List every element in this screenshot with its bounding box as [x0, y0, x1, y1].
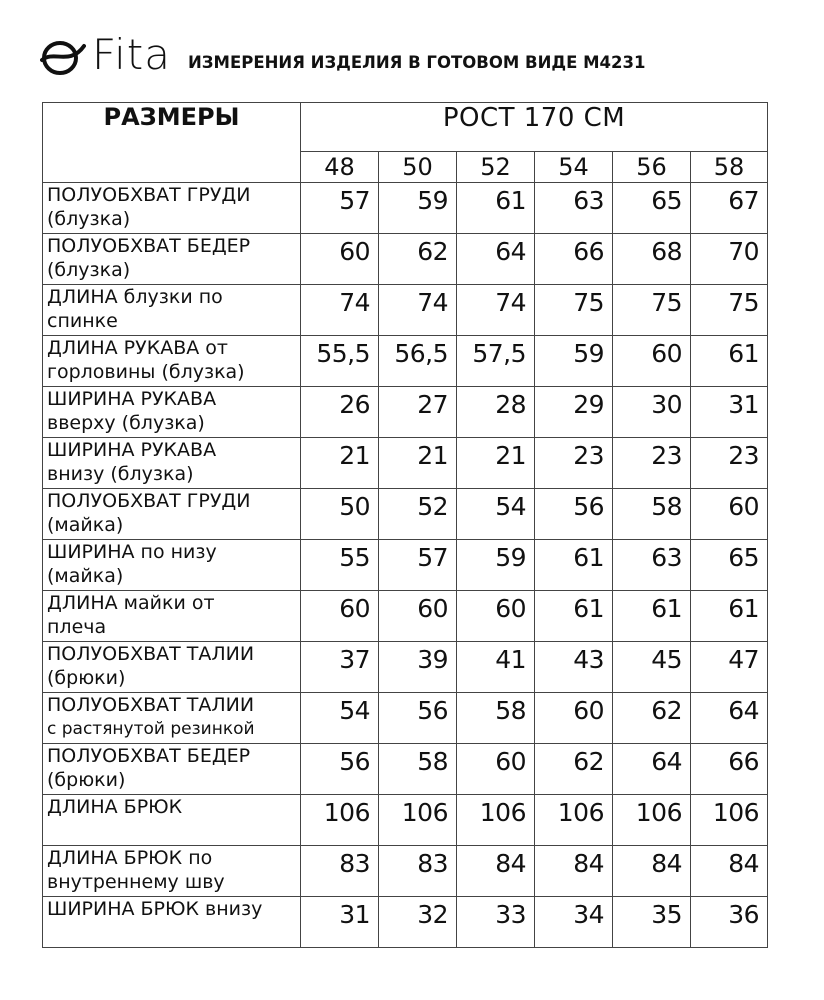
- measurement-value: 43: [535, 642, 613, 693]
- measurement-value: 39: [379, 642, 457, 693]
- table-row: [43, 387, 768, 438]
- height-header: РОСТ 170 СМ: [301, 103, 768, 152]
- measurement-value: 83: [301, 846, 379, 897]
- measurement-label: [43, 438, 301, 489]
- measurement-value: 75: [691, 285, 768, 336]
- measurement-value: 65: [691, 540, 768, 591]
- measurement-label-line1: ШИРИНА РУКАВА: [47, 439, 217, 461]
- table-row: [43, 642, 768, 693]
- table-row: [43, 540, 768, 591]
- measurement-value: 59: [379, 183, 457, 234]
- measurement-label-line2: (блузка): [47, 259, 131, 281]
- size-header-cell: 56: [613, 152, 691, 183]
- size-header-cell: 58: [691, 152, 768, 183]
- measurement-label-line1: ПОЛУОБХВАТ БЕДЕР: [47, 235, 251, 257]
- measurement-label: [43, 897, 301, 948]
- measurement-value: 106: [379, 795, 457, 846]
- table-row: [43, 744, 768, 795]
- brand-name: Fita: [92, 30, 171, 79]
- measurement-value: 56: [379, 693, 457, 744]
- measurement-value: 67: [691, 183, 768, 234]
- measurement-value: 58: [379, 744, 457, 795]
- measurement-value: 60: [691, 489, 768, 540]
- measurement-value: 74: [457, 285, 535, 336]
- measurement-label-line2: (майка): [47, 565, 124, 587]
- measurement-value: 61: [691, 591, 768, 642]
- measurement-value: 61: [457, 183, 535, 234]
- page-header: [40, 26, 800, 86]
- measurement-label: [43, 540, 301, 591]
- table-row: [43, 438, 768, 489]
- measurement-value: 29: [535, 387, 613, 438]
- measurement-value: 64: [457, 234, 535, 285]
- measurement-value: 34: [535, 897, 613, 948]
- measurement-value: 83: [379, 846, 457, 897]
- measurement-value: 21: [379, 438, 457, 489]
- measurement-value: 59: [535, 336, 613, 387]
- measurement-value: 62: [535, 744, 613, 795]
- table-body: [43, 183, 768, 948]
- measurement-label: [43, 183, 301, 234]
- fita-logo-icon: [40, 36, 86, 76]
- measurement-value: 56,5: [379, 336, 457, 387]
- measurement-label: [43, 591, 301, 642]
- measurement-value: 31: [691, 387, 768, 438]
- measurement-value: 61: [535, 540, 613, 591]
- measurement-value: 55,5: [301, 336, 379, 387]
- measurement-value: 41: [457, 642, 535, 693]
- measurement-value: 106: [301, 795, 379, 846]
- measurement-value: 58: [457, 693, 535, 744]
- measurement-value: 23: [613, 438, 691, 489]
- measurement-value: 59: [457, 540, 535, 591]
- measurement-value: 75: [613, 285, 691, 336]
- measurement-value: 56: [535, 489, 613, 540]
- measurement-value: 28: [457, 387, 535, 438]
- measurement-value: 45: [613, 642, 691, 693]
- measurement-value: 37: [301, 642, 379, 693]
- measurement-label-line2: внутреннему шву: [47, 871, 225, 893]
- measurement-value: 55: [301, 540, 379, 591]
- measurement-value: 62: [379, 234, 457, 285]
- size-header-cell: 48: [301, 152, 379, 183]
- measurement-value: 60: [457, 744, 535, 795]
- measurement-value: 26: [301, 387, 379, 438]
- measurement-value: 23: [691, 438, 768, 489]
- measurement-label: [43, 234, 301, 285]
- measurement-value: 65: [613, 183, 691, 234]
- measurement-value: 106: [613, 795, 691, 846]
- measurement-label-line1: ДЛИНА БРЮК по: [47, 847, 213, 869]
- measurement-value: 68: [613, 234, 691, 285]
- measurement-label-line1: ПОЛУОБХВАТ ГРУДИ: [47, 490, 251, 512]
- measurement-label: [43, 285, 301, 336]
- table-row: [43, 693, 768, 744]
- document-title: ИЗМЕРЕНИЯ ИЗДЕЛИЯ В ГОТОВОМ ВИДЕ М4231: [188, 53, 646, 72]
- measurement-label-line2: (брюки): [47, 667, 126, 689]
- measurement-label-line1: ДЛИНА РУКАВА от: [47, 337, 228, 359]
- measurement-value: 47: [691, 642, 768, 693]
- measurement-label-line2: внизу (блузка): [47, 463, 194, 485]
- table-row: [43, 846, 768, 897]
- measurement-value: 30: [613, 387, 691, 438]
- measurement-label-line1: ПОЛУОБХВАТ БЕДЕР: [47, 745, 251, 767]
- measurement-value: 60: [535, 693, 613, 744]
- measurement-value: 21: [301, 438, 379, 489]
- measurement-value: 35: [613, 897, 691, 948]
- measurement-label-line2: плеча: [47, 616, 107, 638]
- measurement-value: 84: [535, 846, 613, 897]
- measurement-value: 106: [691, 795, 768, 846]
- measurement-label-line1: ПОЛУОБХВАТ ТАЛИИ: [47, 694, 255, 716]
- measurement-value: 33: [457, 897, 535, 948]
- measurement-label-line2: спинке: [47, 310, 118, 332]
- measurement-value: 52: [379, 489, 457, 540]
- measurement-value: 31: [301, 897, 379, 948]
- measurement-value: 36: [691, 897, 768, 948]
- measurement-value: 74: [301, 285, 379, 336]
- measurement-value: 84: [457, 846, 535, 897]
- measurement-value: 75: [535, 285, 613, 336]
- measurement-value: 60: [613, 336, 691, 387]
- table-row: [43, 897, 768, 948]
- size-chart-table: [42, 102, 768, 948]
- measurement-label-line1: ДЛИНА блузки по: [47, 286, 223, 308]
- measurement-label-line1: ШИРИНА РУКАВА: [47, 388, 217, 410]
- measurement-value: 58: [613, 489, 691, 540]
- measurement-label-line1: ДЛИНА БРЮК: [47, 796, 183, 818]
- measurement-label: [43, 336, 301, 387]
- table-row: [43, 795, 768, 846]
- measurement-value: 66: [691, 744, 768, 795]
- measurement-value: 56: [301, 744, 379, 795]
- measurement-value: 64: [613, 744, 691, 795]
- measurement-value: 23: [535, 438, 613, 489]
- measurement-label-line1: ШИРИНА по низу: [47, 541, 217, 563]
- measurement-value: 106: [457, 795, 535, 846]
- measurement-value: 60: [379, 591, 457, 642]
- measurement-label: [43, 846, 301, 897]
- measurement-label: [43, 489, 301, 540]
- measurement-value: 57: [301, 183, 379, 234]
- measurement-value: 63: [535, 183, 613, 234]
- measurement-label: [43, 693, 301, 744]
- size-header-cell: 54: [535, 152, 613, 183]
- measurement-value: 50: [301, 489, 379, 540]
- measurement-label: [43, 642, 301, 693]
- measurement-value: 21: [457, 438, 535, 489]
- measurement-value: 62: [613, 693, 691, 744]
- table-row: [43, 285, 768, 336]
- table-row: [43, 183, 768, 234]
- table-row: [43, 336, 768, 387]
- measurement-label-line2: (блузка): [47, 208, 131, 230]
- measurement-value: 84: [691, 846, 768, 897]
- measurement-label-line2: горловины (блузка): [47, 361, 245, 383]
- measurement-value: 106: [535, 795, 613, 846]
- measurement-value: 54: [457, 489, 535, 540]
- measurement-value: 32: [379, 897, 457, 948]
- measurement-value: 74: [379, 285, 457, 336]
- measurement-label-line1: ПОЛУОБХВАТ ТАЛИИ: [47, 643, 255, 665]
- sizes-header: РАЗМЕРЫ: [43, 103, 301, 183]
- measurement-label-line1: ШИРИНА БРЮК внизу: [47, 898, 263, 920]
- measurement-value: 60: [301, 591, 379, 642]
- measurement-value: 57,5: [457, 336, 535, 387]
- measurement-label-line2: (майка): [47, 514, 124, 536]
- measurement-value: 54: [301, 693, 379, 744]
- table-row: [43, 234, 768, 285]
- measurement-value: 27: [379, 387, 457, 438]
- measurement-label-line2: вверху (блузка): [47, 412, 205, 434]
- measurement-value: 66: [535, 234, 613, 285]
- measurement-label: [43, 744, 301, 795]
- measurement-label-line2: с растянутой резинкой: [47, 719, 255, 739]
- measurement-label: [43, 795, 301, 846]
- measurement-label-line2: (брюки): [47, 769, 126, 791]
- measurement-value: 60: [457, 591, 535, 642]
- measurement-value: 84: [613, 846, 691, 897]
- measurement-label-line1: ДЛИНА майки от: [47, 592, 215, 614]
- measurement-label: [43, 387, 301, 438]
- measurement-value: 63: [613, 540, 691, 591]
- measurement-value: 70: [691, 234, 768, 285]
- size-header-cell: 50: [379, 152, 457, 183]
- measurement-value: 61: [691, 336, 768, 387]
- table-row: [43, 591, 768, 642]
- measurement-value: 61: [535, 591, 613, 642]
- measurement-value: 57: [379, 540, 457, 591]
- measurement-label-line1: ПОЛУОБХВАТ ГРУДИ: [47, 184, 251, 206]
- size-header-cell: 52: [457, 152, 535, 183]
- measurement-value: 60: [301, 234, 379, 285]
- measurement-value: 64: [691, 693, 768, 744]
- measurement-value: 61: [613, 591, 691, 642]
- table-row: [43, 489, 768, 540]
